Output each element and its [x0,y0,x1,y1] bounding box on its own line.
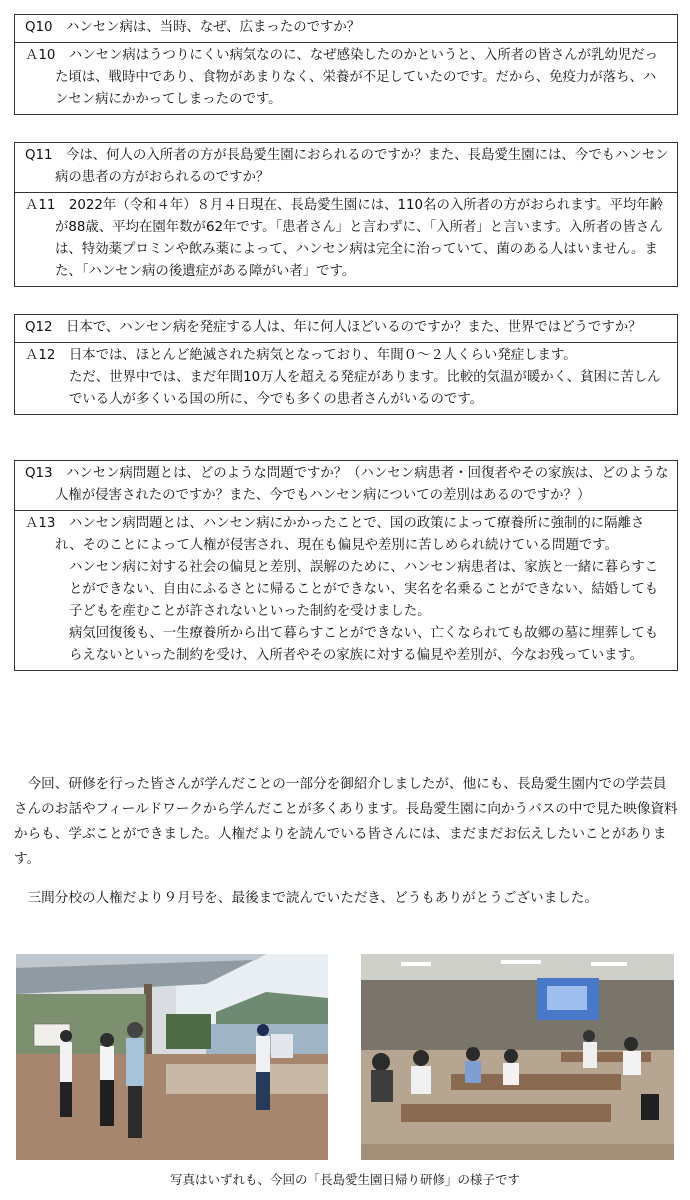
answer-box [14,343,678,415]
closing-thanks: 三間分校の人権だより９月号を、最後まで読んでいただき、どうもありがとうございました。 [27,890,598,906]
question-box [14,314,678,343]
answer-text: Ａ10 ハンセン病はうつりにくい病気なのに、なぜ感染したのかというと、入所者の皆さんが乳幼児だった頃は、戦時中であり、食物があまりなく、栄養が不足していたのです。だから、免疫力が落ち、ハンセン病にかかってしまったのです。 [25,48,659,107]
qa-block-11 [14,142,678,287]
answer-text: Ａ13 ハンセン病問題とは、ハンセン病にかかったことで、国の政策によって療養所に強制的に隔離され、そのことによって人権が侵害され、現在も偏見や差別に苦しめられ続けている問題です。 [25,516,645,553]
qa-block-13 [14,460,678,671]
qa-block-12 [14,314,678,415]
question-text: Q13 ハンセン病問題とは、どのような問題ですか？（ハンセン病患者・回復者やその家族は、どのような人権が侵害されたのですか？また、今でもハンセン病についての差別はあるのですか？） [25,466,669,503]
question-box [14,460,678,511]
question-text: Q10 ハンセン病は、当時、なぜ、広まったのですか？ [25,20,361,35]
closing-paragraph: 今回、研修を行った皆さんが学んだことの一部分を御紹介しましたが、他にも、長島愛生園内での学芸員さんのお話やフィールドワークから学んだことが多くあります。長島愛生園に向かうバスの中で見た映像資料からも、学ぶことができました。人権だよりを読んでいる皆さんには、まだまだお伝えしたいことがあります。 [14,776,678,867]
answer-box [14,511,678,671]
answer-text: Ａ12 日本では、ほとんど絶滅された病気となっており、年間０～２人くらい発症します。 [25,348,577,363]
answer-box [14,43,678,115]
answer-paragraph: ただ、世界中では、まだ年間10万人を超える発症があります。比較的気温が暖かく、貧困に苦しんでいる人が多くいる国の所に、今でも多くの患者さんがいるのです。 [69,370,661,407]
question-text: Q12 日本で、ハンセン病を発症する人は、年に何人ほどいるのですか？また、世界ではどうですか？ [25,320,642,335]
question-box [14,142,678,193]
photo-lecture-room [361,954,674,1160]
qa-block-10 [14,14,678,115]
question-text: Q11 今は、何人の入所者の方が長島愛生園におられるのですか？また、長島愛生園には、今でもハンセン病の患者の方がおられるのですか？ [25,148,669,185]
answer-box [14,193,678,287]
photo-outdoor-pavilion [16,954,328,1160]
photo-caption: 写真はいずれも、今回の「長島愛生園日帰り研修」の様子です [169,1172,520,1187]
answer-paragraph: 病気回復後も、一生療養所から出て暮らすことができない、亡くなられても故郷の墓に埋葬してもらえないといった制約を受け、入所者やその家族に対する偏見や差別が、今なお残っています。 [69,626,659,663]
answer-text: Ａ11 2022年（令和４年）８月４日現在、長島愛生園には、110名の入所者の方がおられます。平均年齢が88歳、平均在園年数が62年です。「患者さん」と言わずに、「入所者」と言います。入所者の皆さんは、特効薬プロミンや飲み薬によって、ハンセン病は完全に治っていて、菌のある人はいません。また、「ハンセン病の後遺症がある障がい者」です。 [25,198,664,279]
closing-section [14,772,678,911]
answer-paragraph: ハンセン病に対する社会の偏見と差別、誤解のために、ハンセン病患者は、家族と一緒に暮らすことができない、自由にふるさとに帰ることができない、実名を名乗ることができない、結婚しても子どもを産むことが許されないといった制約を受けました。 [69,560,659,619]
question-box [14,14,678,43]
